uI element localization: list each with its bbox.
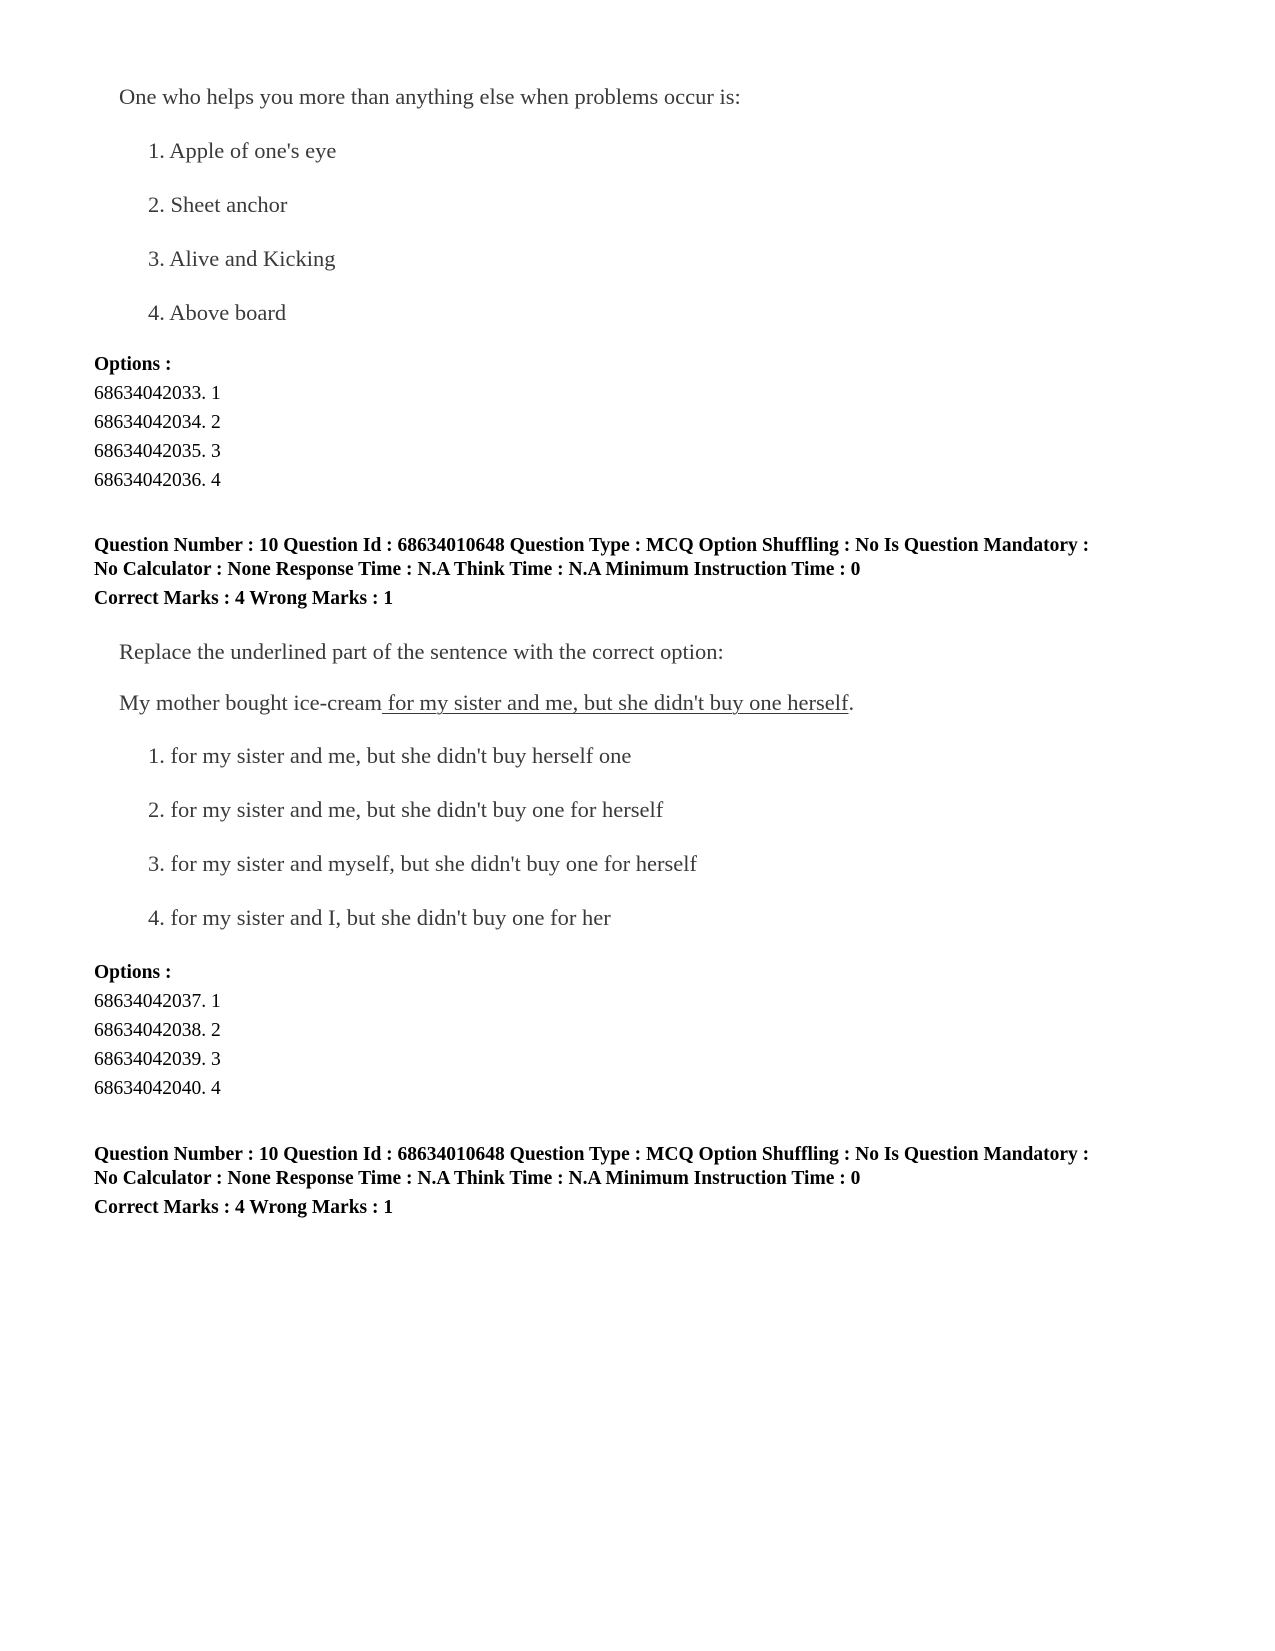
question-c-header-line-2: No Calculator : None Response Time : N.A Think Time : N.A Minimum Instruction Time : 0 <box>94 1168 861 1189</box>
question-b-sentence-plain: My mother bought ice-cream <box>119 690 383 715</box>
question-c-header-line-1: Question Number : 10 Question Id : 68634010648 Question Type : MCQ Option Shuffling : No Is Question Mandatory : <box>94 1144 1090 1165</box>
question-b-option-4: 68634042040. 4 <box>94 1078 221 1099</box>
question-b-choice-4: 4. for my sister and I, but she didn't buy one for her <box>148 905 611 930</box>
question-b-header-line-1: Question Number : 10 Question Id : 68634010648 Question Type : MCQ Option Shuffling : No Is Question Mandatory : <box>94 535 1090 556</box>
question-b-sentence <box>119 692 854 715</box>
question-c-marks: Correct Marks : 4 Wrong Marks : 1 <box>94 1197 394 1218</box>
question-b-sentence-underlined: for my sister and me, but she didn't buy one herself <box>382 690 849 715</box>
question-b-option-3: 68634042039. 3 <box>94 1049 221 1070</box>
question-b-header-line-2: No Calculator : None Response Time : N.A Think Time : N.A Minimum Instruction Time : 0 <box>94 559 861 580</box>
question-b-option-2: 68634042038. 2 <box>94 1020 221 1041</box>
question-a-option-1: 68634042033. 1 <box>94 383 221 404</box>
question-a-choice-2: 2. Sheet anchor <box>148 192 288 217</box>
question-a-option-2: 68634042034. 2 <box>94 412 221 433</box>
question-a-option-4: 68634042036. 4 <box>94 470 221 491</box>
question-a-stem: One who helps you more than anything else when problems occur is: <box>119 84 741 109</box>
question-a-choice-3: 3. Alive and Kicking <box>148 246 336 271</box>
question-a-options-label: Options : <box>94 354 172 375</box>
question-b-sentence-end: . <box>848 690 855 715</box>
question-a-choice-4: 4. Above board <box>148 300 287 325</box>
question-b-options-label: Options : <box>94 962 172 983</box>
question-b-choice-2: 2. for my sister and me, but she didn't buy one for herself <box>148 797 664 822</box>
question-a-option-3: 68634042035. 3 <box>94 441 221 462</box>
question-b-choice-3: 3. for my sister and myself, but she didn't buy one for herself <box>148 851 697 876</box>
question-b-choice-1: 1. for my sister and me, but she didn't buy herself one <box>148 743 632 768</box>
question-b-marks: Correct Marks : 4 Wrong Marks : 1 <box>94 588 394 609</box>
question-a-choice-1: 1. Apple of one's eye <box>148 138 337 163</box>
question-b-option-1: 68634042037. 1 <box>94 991 221 1012</box>
question-b-stem: Replace the underlined part of the sentence with the correct option: <box>119 639 724 664</box>
